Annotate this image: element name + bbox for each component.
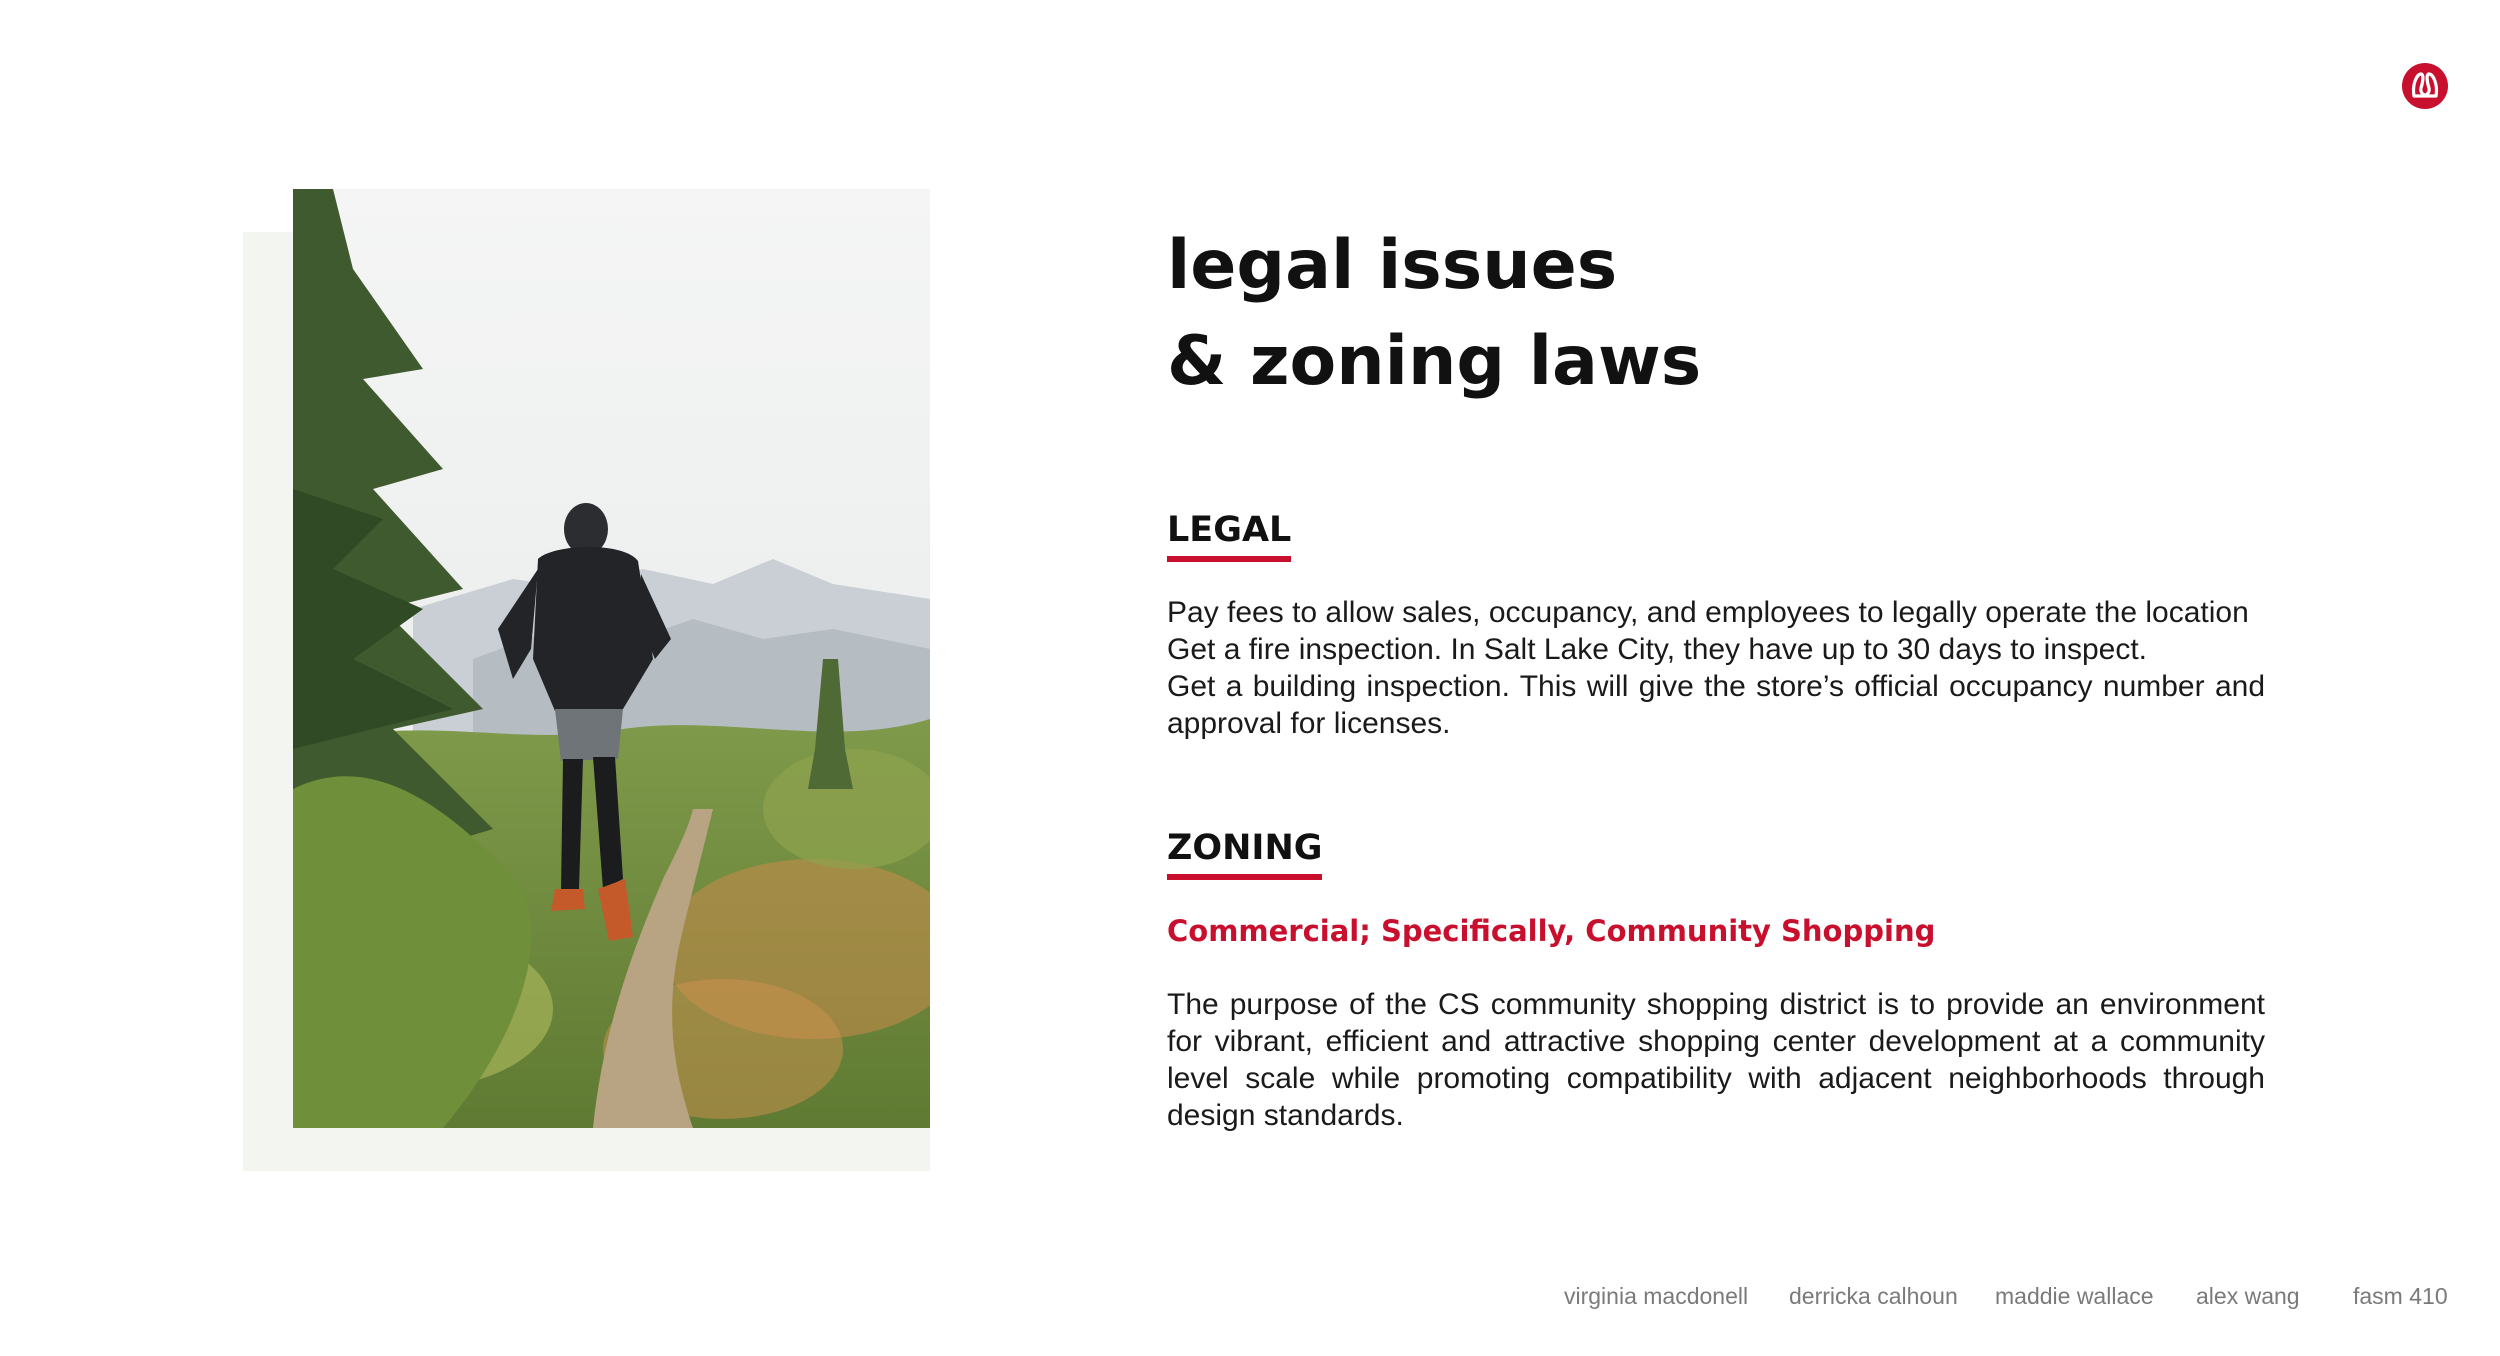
footer-name-2: derricka calhoun <box>1789 1283 1958 1309</box>
legal-line-building-inspection: Get a building inspection. This will give the store’s official occupancy number and approval for licenses. <box>1167 670 2265 740</box>
legal-line-fire-inspection: Get a fire inspection. In Salt Lake City, they have up to 30 days to inspect. <box>1167 633 2147 666</box>
footer-name-1: virginia macdonell <box>1564 1283 1749 1309</box>
zoning-heading: ZONING <box>1167 826 1322 880</box>
footer-name-4: alex wang <box>2196 1283 2300 1309</box>
page-title <box>1167 218 1701 410</box>
footer <box>0 1283 2500 1315</box>
page-title-line-2: & zoning laws <box>1167 322 1702 401</box>
zoning-subheading: Commercial; Specifically, Community Shopping <box>1167 914 1936 948</box>
legal-body <box>1167 594 2265 742</box>
zoning-body: The purpose of the CS community shopping district is to provide an environment for vibrant, efficient and attractive shopping center development at a community level scale while promoting compatibility with adjacent neighborhoods through design standards. <box>1167 988 2265 1132</box>
page-title-line-1: legal issues <box>1167 226 1618 305</box>
legal-line-fees: Pay fees to allow sales, occupancy, and employees to legally operate the location <box>1167 596 2249 629</box>
footer-name-3: maddie wallace <box>1995 1283 2154 1309</box>
footer-course: fasm 410 <box>2353 1283 2448 1309</box>
lululemon-logo-icon <box>2401 62 2449 110</box>
legal-heading: LEGAL <box>1167 508 1291 562</box>
trail-runner-photo <box>293 189 930 1128</box>
